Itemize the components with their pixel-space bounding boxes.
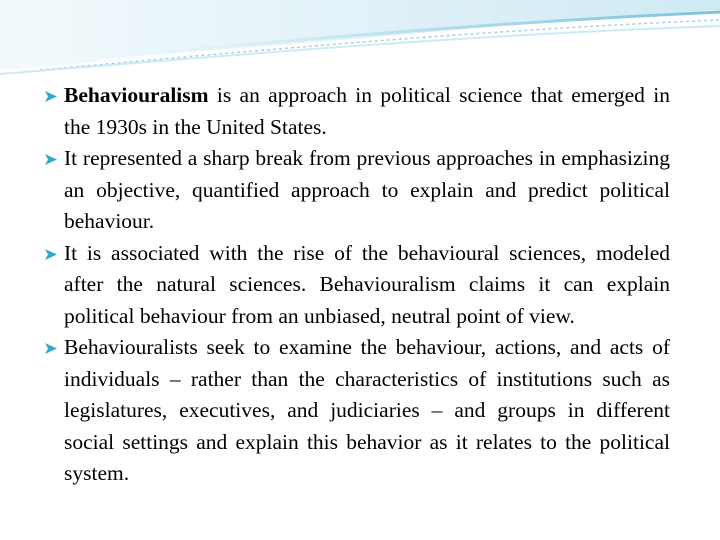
bullet-text: It is associated with the rise of the behavioural sciences, modeled after the natural sciences. Behaviouralism claims it can explain political behaviour from an unbiased, neutral point of view. — [64, 240, 670, 328]
bullet-marker-icon — [42, 238, 64, 270]
bullet-list — [0, 80, 720, 490]
bullet-text: is an approach in political science that emerged in the 1930s in the United States. — [64, 83, 670, 139]
bullet-text: Behaviouralists seek to examine the behaviour, actions, and acts of individuals – rather than the characteristics of institutions such as legislatures, executives, and judiciaries – and groups in different social settings and explain this behavior as it relates to the political system. — [64, 335, 670, 485]
bullet-marker-icon — [42, 143, 64, 175]
term-behaviouralism: Behaviouralism — [64, 83, 209, 107]
bullet-text: It represented a sharp break from previous approaches in emphasizing an objective, quantified approach to explain and predict political behaviour. — [64, 146, 670, 233]
decorative-header-swoosh — [0, 0, 720, 80]
bullet-item-3 — [64, 238, 670, 333]
bullet-marker-icon — [42, 332, 64, 364]
bullet-item-4 — [64, 332, 670, 490]
bullet-item-2 — [64, 143, 670, 238]
bullet-item-1 — [64, 80, 670, 143]
bullet-marker-icon — [42, 80, 64, 112]
